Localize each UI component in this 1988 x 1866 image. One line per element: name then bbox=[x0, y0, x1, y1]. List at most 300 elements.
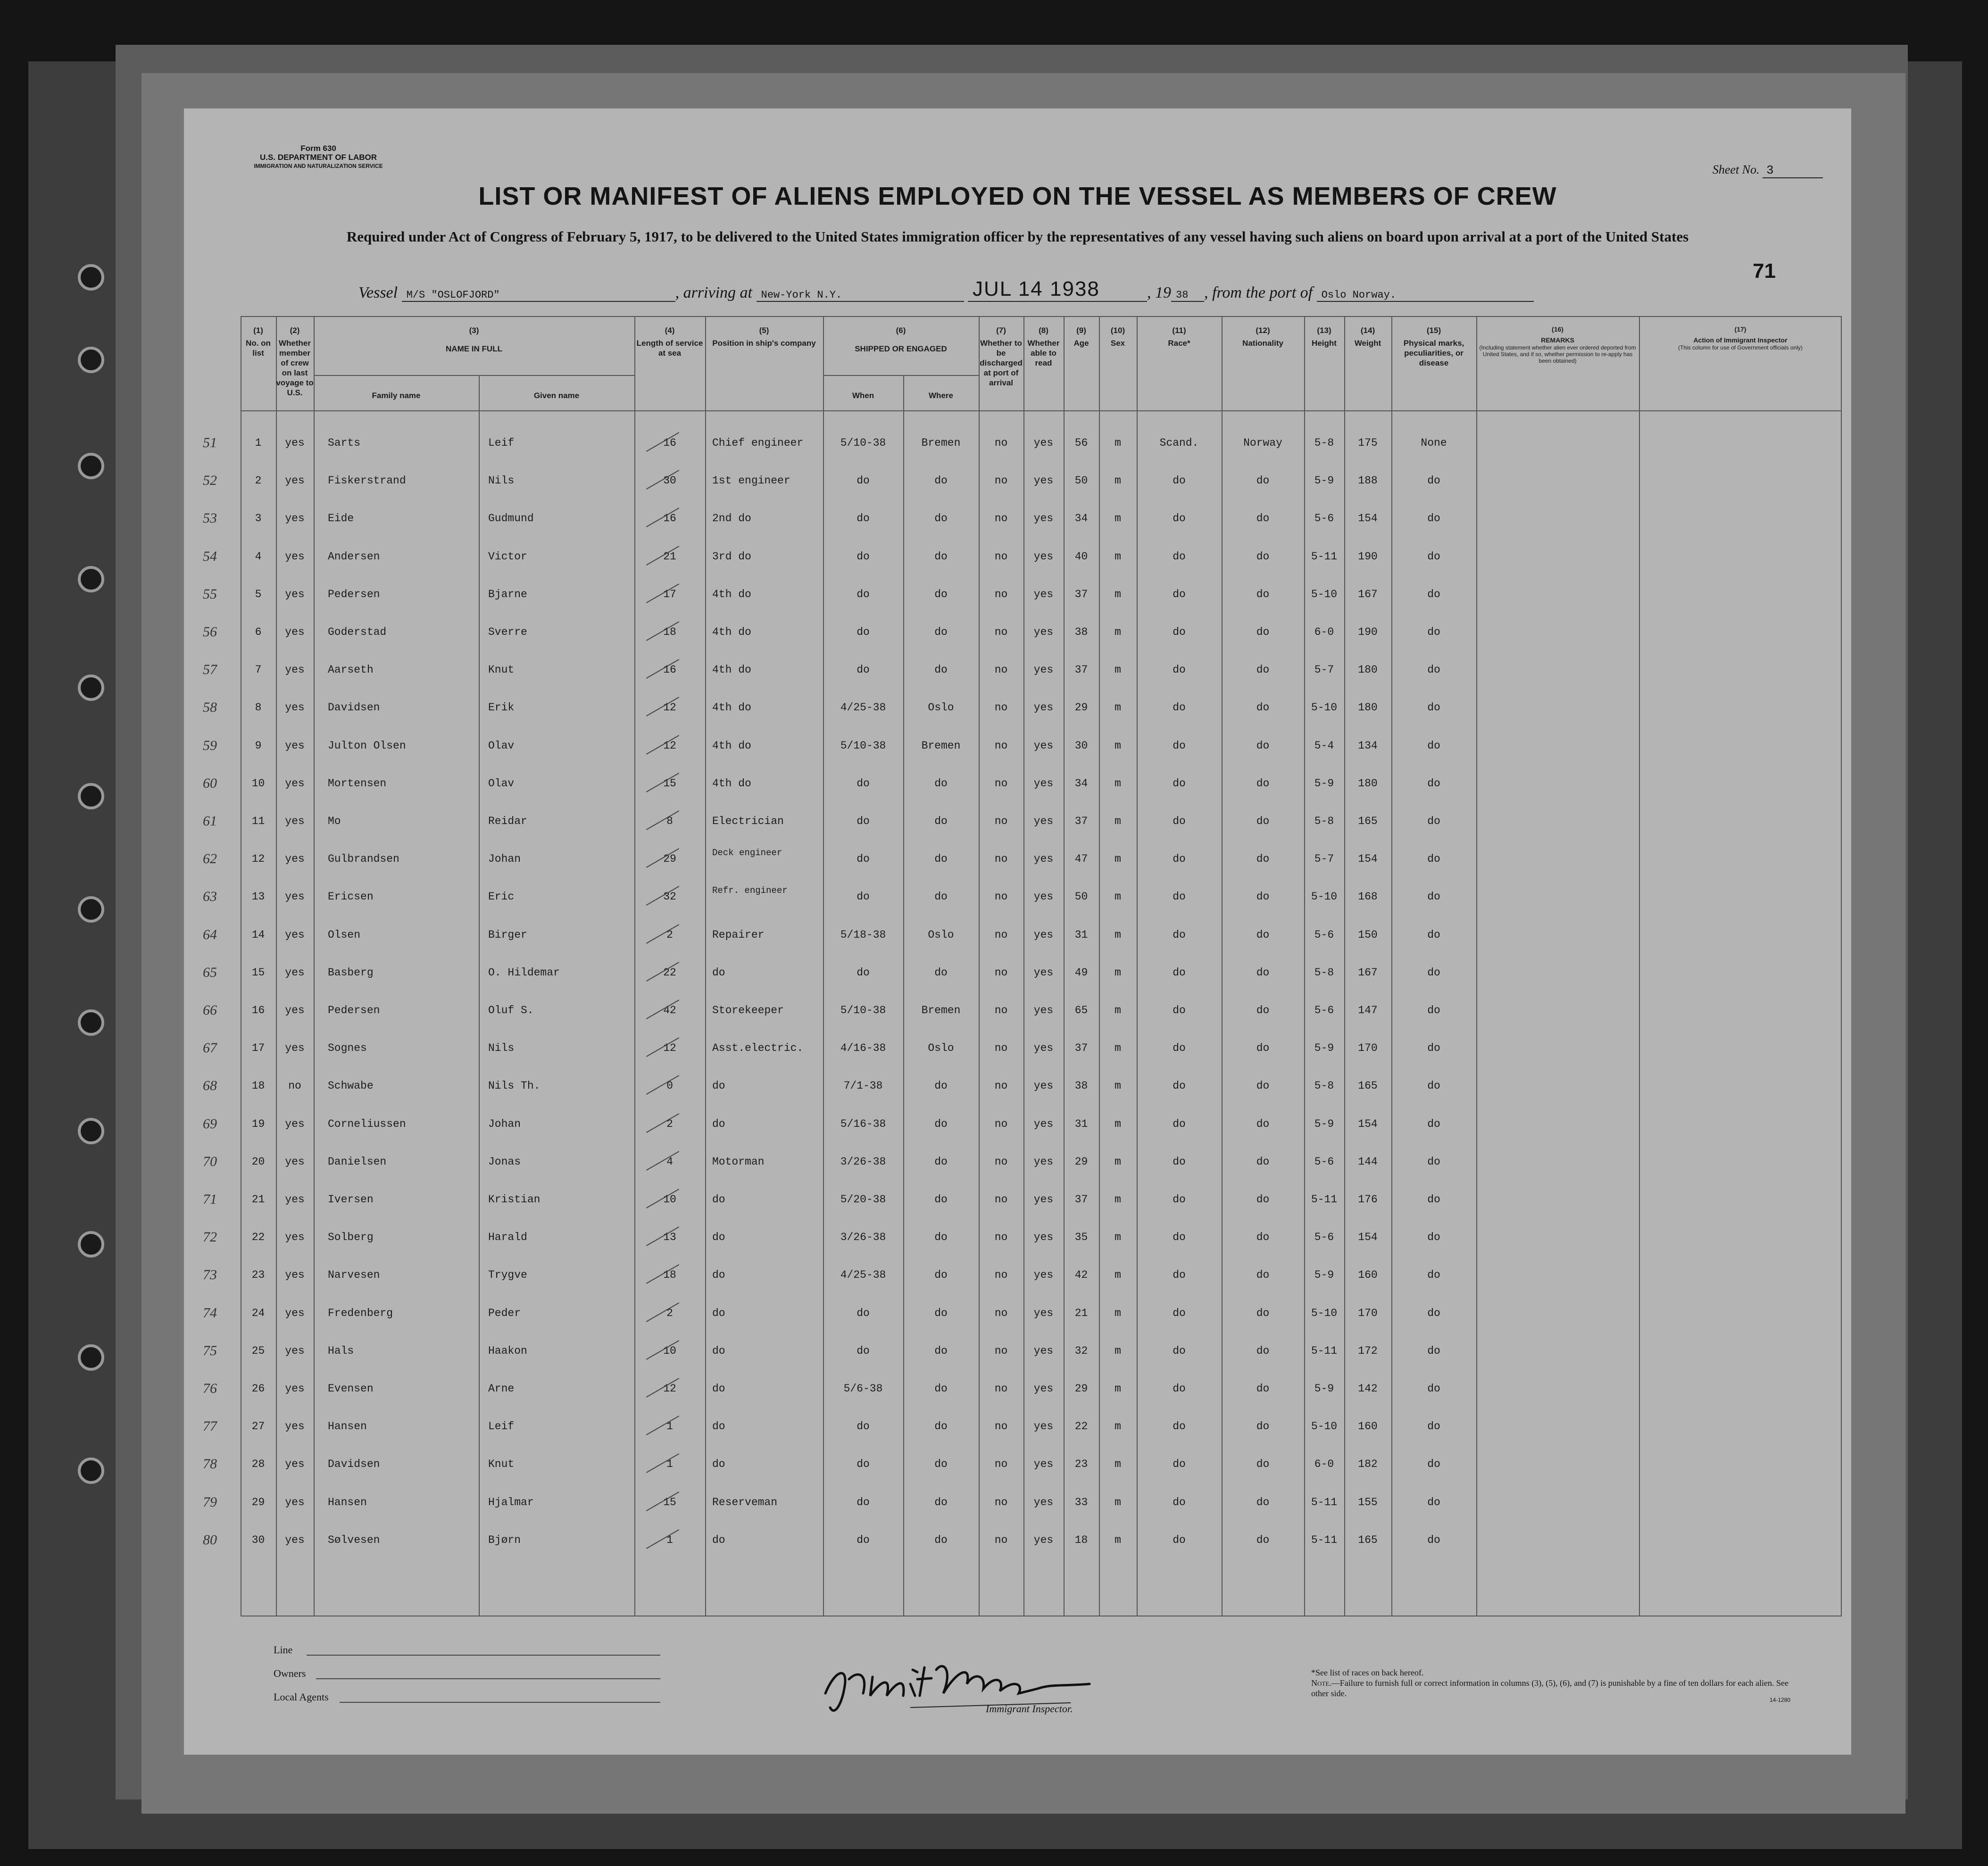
cell-last: yes bbox=[285, 1496, 305, 1508]
cell-given: Johan bbox=[488, 1117, 521, 1130]
cell-when: 5/10-38 bbox=[840, 1004, 886, 1016]
cell-no: 12 bbox=[251, 853, 265, 866]
cell-disch: no bbox=[994, 588, 1008, 600]
cell-height: 5-10 bbox=[1311, 588, 1338, 600]
cell-marks: do bbox=[1427, 1344, 1440, 1357]
cell-weight: 154 bbox=[1358, 512, 1378, 525]
agents-field bbox=[340, 1702, 660, 1703]
cell-nat: do bbox=[1256, 512, 1270, 525]
cell-disch: no bbox=[994, 815, 1008, 827]
cell-position: 1st engineer bbox=[712, 475, 790, 487]
margin-row-number: 56 bbox=[203, 624, 217, 640]
cell-weight: 154 bbox=[1358, 1231, 1378, 1244]
cell-where: do bbox=[934, 1117, 948, 1130]
cell-height: 5-8 bbox=[1314, 437, 1334, 449]
cell-service: 2 bbox=[666, 928, 673, 941]
cell-age: 23 bbox=[1074, 1458, 1088, 1471]
cell-age: 37 bbox=[1074, 1042, 1088, 1055]
cell-position: do bbox=[712, 1193, 725, 1206]
cell-race: do bbox=[1173, 1117, 1186, 1130]
cell-weight: 144 bbox=[1358, 1155, 1378, 1168]
date-stamp: JUL 14 1938 bbox=[968, 277, 1147, 302]
cell-age: 37 bbox=[1074, 664, 1088, 676]
column-label: Length of service at sea bbox=[636, 339, 703, 358]
column-label: Position in ship's company bbox=[712, 339, 816, 348]
cell-age: 29 bbox=[1074, 701, 1088, 714]
cell-no: 15 bbox=[251, 966, 265, 979]
cell-race: Scand. bbox=[1159, 437, 1199, 449]
cell-when: do bbox=[857, 1307, 870, 1319]
cell-marks: do bbox=[1427, 1307, 1440, 1319]
vessel-name: M/S "OSLOFJORD" bbox=[402, 289, 675, 302]
cell-read: yes bbox=[1033, 1383, 1054, 1395]
column-number: (16) bbox=[1552, 325, 1564, 333]
cell-weight: 176 bbox=[1358, 1193, 1378, 1206]
cell-read: yes bbox=[1033, 1496, 1054, 1508]
cell-marks: do bbox=[1427, 701, 1440, 714]
cell-sex: m bbox=[1115, 1533, 1121, 1546]
cell-when: do bbox=[857, 1458, 870, 1471]
margin-row-number: 58 bbox=[203, 700, 217, 716]
cell-marks: do bbox=[1427, 1155, 1440, 1168]
cell-when: 3/26-38 bbox=[840, 1155, 886, 1168]
margin-row-number: 62 bbox=[203, 851, 217, 867]
department: U.S. DEPARTMENT OF LABOR bbox=[259, 153, 377, 162]
cell-disch: no bbox=[994, 626, 1008, 638]
cell-service: 17 bbox=[663, 588, 676, 600]
cell-marks: None bbox=[1421, 437, 1447, 449]
binder-hole-icon bbox=[78, 1344, 104, 1371]
cell-given: Harald bbox=[488, 1231, 527, 1244]
cell-age: 65 bbox=[1074, 1004, 1088, 1016]
cell-race: do bbox=[1173, 1231, 1186, 1244]
cell-height: 5-10 bbox=[1311, 1420, 1338, 1433]
margin-row-number: 78 bbox=[203, 1456, 217, 1472]
cell-race: do bbox=[1173, 664, 1186, 676]
cell-nat: do bbox=[1256, 1193, 1270, 1206]
cell-sex: m bbox=[1115, 1496, 1121, 1508]
cell-read: yes bbox=[1033, 475, 1054, 487]
cell-height: 5-10 bbox=[1311, 701, 1338, 714]
cell-position: Motorman bbox=[712, 1155, 765, 1168]
cell-family: Gulbrandsen bbox=[328, 853, 399, 866]
cell-no: 16 bbox=[251, 1004, 265, 1016]
cell-service: 15 bbox=[663, 1496, 676, 1508]
cell-height: 5-9 bbox=[1314, 1269, 1334, 1282]
cell-where: do bbox=[934, 475, 948, 487]
column-header-4 bbox=[634, 325, 705, 358]
cell-marks: do bbox=[1427, 1458, 1440, 1471]
cell-no: 30 bbox=[251, 1533, 265, 1546]
cell-last: yes bbox=[285, 1344, 305, 1357]
column-number: (7) bbox=[996, 326, 1006, 335]
cell-service: 22 bbox=[663, 966, 676, 979]
cell-last: yes bbox=[285, 1383, 305, 1395]
cell-no: 14 bbox=[251, 928, 265, 941]
header-bottom-border bbox=[241, 410, 1842, 411]
cell-given: Olav bbox=[488, 777, 515, 790]
cell-service: 16 bbox=[663, 512, 676, 525]
cell-position: 4th do bbox=[712, 701, 751, 714]
cell-family: Eide bbox=[328, 512, 354, 525]
margin-row-number: 76 bbox=[203, 1381, 217, 1396]
cell-service: 13 bbox=[663, 1231, 676, 1244]
cell-where: Oslo bbox=[928, 701, 954, 714]
cell-age: 37 bbox=[1074, 588, 1088, 600]
cell-weight: 172 bbox=[1358, 1344, 1378, 1357]
cell-race: do bbox=[1173, 853, 1186, 866]
cell-when: do bbox=[857, 1420, 870, 1433]
cell-sex: m bbox=[1115, 1117, 1121, 1130]
cell-where: do bbox=[934, 588, 948, 600]
cell-when: do bbox=[857, 475, 870, 487]
cell-height: 5-6 bbox=[1314, 1155, 1334, 1168]
cell-marks: do bbox=[1427, 777, 1440, 790]
column-number: (12) bbox=[1256, 326, 1270, 335]
from-label: , from the port of bbox=[1204, 284, 1313, 301]
cell-disch: no bbox=[994, 664, 1008, 676]
column-label: Physical marks, peculiarities, or disease bbox=[1403, 339, 1464, 367]
cell-marks: do bbox=[1427, 626, 1440, 638]
cell-race: do bbox=[1173, 1533, 1186, 1546]
cell-disch: no bbox=[994, 1533, 1008, 1546]
cell-race: do bbox=[1173, 550, 1186, 563]
cell-disch: no bbox=[994, 1383, 1008, 1395]
cell-marks: do bbox=[1427, 1533, 1440, 1546]
cell-last: yes bbox=[285, 701, 305, 714]
cell-position: 4th do bbox=[712, 626, 751, 638]
cell-age: 31 bbox=[1074, 928, 1088, 941]
column-number: (9) bbox=[1076, 326, 1086, 335]
cell-race: do bbox=[1173, 1307, 1186, 1319]
cell-disch: no bbox=[994, 1458, 1008, 1471]
cell-race: do bbox=[1173, 1080, 1186, 1092]
cell-service: 1 bbox=[666, 1420, 673, 1433]
cell-given: Nils bbox=[488, 1042, 515, 1055]
cell-age: 37 bbox=[1074, 815, 1088, 827]
cell-read: yes bbox=[1033, 664, 1054, 676]
sheet-number-value: 3 bbox=[1763, 163, 1823, 178]
cell-disch: no bbox=[994, 701, 1008, 714]
cell-where: do bbox=[934, 777, 948, 790]
cell-disch: no bbox=[994, 1269, 1008, 1282]
cell-age: 56 bbox=[1074, 437, 1088, 449]
cell-when: do bbox=[857, 853, 870, 866]
cell-disch: no bbox=[994, 1004, 1008, 1016]
cell-race: do bbox=[1173, 777, 1186, 790]
column-header-16 bbox=[1476, 325, 1639, 364]
cell-read: yes bbox=[1033, 512, 1054, 525]
cell-position: do bbox=[712, 1117, 725, 1130]
race-note: *See list of races on back hereof. bbox=[1311, 1668, 1424, 1677]
cell-read: yes bbox=[1033, 966, 1054, 979]
cell-age: 22 bbox=[1074, 1420, 1088, 1433]
cell-age: 31 bbox=[1074, 1117, 1088, 1130]
cell-race: do bbox=[1173, 1383, 1186, 1395]
column-header-13 bbox=[1304, 325, 1344, 348]
cell-disch: no bbox=[994, 1344, 1008, 1357]
cell-last: yes bbox=[285, 928, 305, 941]
cell-race: do bbox=[1173, 1155, 1186, 1168]
cell-race: do bbox=[1173, 1042, 1186, 1055]
cell-where: do bbox=[934, 815, 948, 827]
cell-weight: 160 bbox=[1358, 1420, 1378, 1433]
cell-family: Mortensen bbox=[328, 777, 387, 790]
cell-marks: do bbox=[1427, 1004, 1440, 1016]
cell-position: 4th do bbox=[712, 739, 751, 752]
cell-sex: m bbox=[1115, 701, 1121, 714]
cell-weight: 165 bbox=[1358, 1080, 1378, 1092]
cell-sex: m bbox=[1115, 777, 1121, 790]
cell-sex: m bbox=[1115, 853, 1121, 866]
cell-last: yes bbox=[285, 853, 305, 866]
column-number: (17) bbox=[1734, 325, 1747, 333]
cell-when: 5/10-38 bbox=[840, 739, 886, 752]
cell-marks: do bbox=[1427, 1042, 1440, 1055]
cell-read: yes bbox=[1033, 1458, 1054, 1471]
cell-where: do bbox=[934, 550, 948, 563]
cell-height: 5-10 bbox=[1311, 891, 1338, 903]
binder-hole-icon bbox=[78, 453, 104, 479]
cell-given: Victor bbox=[488, 550, 527, 563]
cell-age: 34 bbox=[1074, 512, 1088, 525]
cell-nat: do bbox=[1256, 1420, 1270, 1433]
cell-family: Pedersen bbox=[328, 588, 380, 600]
cell-family: Sarts bbox=[328, 437, 361, 449]
cell-where: do bbox=[934, 1080, 948, 1092]
column-header-12 bbox=[1222, 325, 1304, 348]
column-number: (15) bbox=[1426, 326, 1441, 335]
cell-position: do bbox=[712, 966, 725, 979]
cell-marks: do bbox=[1427, 891, 1440, 903]
cell-sex: m bbox=[1115, 1307, 1121, 1319]
cell-where: do bbox=[934, 1193, 948, 1206]
cell-given: Kristian bbox=[488, 1193, 541, 1206]
cell-disch: no bbox=[994, 437, 1008, 449]
cell-when: do bbox=[857, 1344, 870, 1357]
margin-row-number: 57 bbox=[203, 662, 217, 678]
cell-disch: no bbox=[994, 1080, 1008, 1092]
cell-position: 4th do bbox=[712, 664, 751, 676]
cell-nat: do bbox=[1256, 664, 1270, 676]
cell-when: do bbox=[857, 512, 870, 525]
cell-nat: do bbox=[1256, 1080, 1270, 1092]
sheet-number-label: Sheet No. bbox=[1712, 163, 1760, 176]
cell-position: Chief engineer bbox=[712, 437, 804, 449]
cell-no: 6 bbox=[255, 626, 262, 638]
cell-nat: do bbox=[1256, 701, 1270, 714]
cell-no: 10 bbox=[251, 777, 265, 790]
cell-service: 2 bbox=[666, 1307, 673, 1319]
cell-age: 34 bbox=[1074, 777, 1088, 790]
cell-age: 42 bbox=[1074, 1269, 1088, 1282]
cell-sex: m bbox=[1115, 1004, 1121, 1016]
cell-position: do bbox=[712, 1269, 725, 1282]
form-header-block bbox=[248, 144, 389, 171]
cell-when: 5/10-38 bbox=[840, 437, 886, 449]
binder-hole-icon bbox=[78, 264, 104, 291]
cell-read: yes bbox=[1033, 853, 1054, 866]
cell-read: yes bbox=[1033, 1042, 1054, 1055]
cell-when: 7/1-38 bbox=[843, 1080, 883, 1092]
cell-height: 5-6 bbox=[1314, 512, 1334, 525]
cell-last: no bbox=[288, 1080, 301, 1092]
binder-hole-icon bbox=[78, 783, 104, 809]
margin-row-number: 68 bbox=[203, 1078, 217, 1094]
cell-weight: 180 bbox=[1358, 777, 1378, 790]
column-label: Age bbox=[1073, 339, 1089, 348]
cell-no: 9 bbox=[255, 739, 262, 752]
cell-sex: m bbox=[1115, 815, 1121, 827]
owners-field bbox=[316, 1678, 660, 1679]
cell-race: do bbox=[1173, 1269, 1186, 1282]
column-label: Whether member of crew on last voyage to U.S. bbox=[276, 339, 314, 397]
cell-weight: 134 bbox=[1358, 739, 1378, 752]
cell-nat: do bbox=[1256, 1533, 1270, 1546]
cell-sex: m bbox=[1115, 1231, 1121, 1244]
cell-height: 5-7 bbox=[1314, 664, 1334, 676]
column-header-6 bbox=[823, 325, 979, 354]
cell-nat: do bbox=[1256, 550, 1270, 563]
margin-row-number: 55 bbox=[203, 586, 217, 602]
cell-where: Oslo bbox=[928, 1042, 954, 1055]
cell-no: 5 bbox=[255, 588, 262, 600]
cell-last: yes bbox=[285, 1193, 305, 1206]
cell-family: Evensen bbox=[328, 1383, 374, 1395]
column-label: Action of Immigrant Inspector bbox=[1693, 336, 1788, 344]
cell-last: yes bbox=[285, 475, 305, 487]
cell-where: do bbox=[934, 1155, 948, 1168]
cell-when: 5/20-38 bbox=[840, 1193, 886, 1206]
cell-age: 29 bbox=[1074, 1155, 1088, 1168]
cell-marks: do bbox=[1427, 966, 1440, 979]
cell-height: 5-9 bbox=[1314, 1042, 1334, 1055]
cell-age: 33 bbox=[1074, 1496, 1088, 1508]
cell-no: 18 bbox=[251, 1080, 265, 1092]
cell-weight: 170 bbox=[1358, 1042, 1378, 1055]
column-divider bbox=[1476, 316, 1477, 1616]
cell-weight: 142 bbox=[1358, 1383, 1378, 1395]
cell-position: Asst.electric. bbox=[712, 1042, 804, 1055]
cell-no: 17 bbox=[251, 1042, 265, 1055]
cell-disch: no bbox=[994, 512, 1008, 525]
cell-last: yes bbox=[285, 512, 305, 525]
cell-when: do bbox=[857, 815, 870, 827]
column-divider bbox=[1841, 316, 1842, 1616]
cell-height: 5-11 bbox=[1311, 550, 1338, 563]
cell-nat: do bbox=[1256, 966, 1270, 979]
cell-last: yes bbox=[285, 1042, 305, 1055]
page-subtitle: Required under Act of Congress of February 5, 1917, to be delivered to the United States immigration officer by the representatives of any vessel having such aliens on board upon arrival at a port of the United States bbox=[346, 228, 1689, 245]
cell-no: 29 bbox=[251, 1496, 265, 1508]
cell-given: Oluf S. bbox=[488, 1004, 534, 1016]
cell-nat: do bbox=[1256, 1004, 1270, 1016]
column-subheader-family-name: Family name bbox=[372, 391, 421, 400]
cell-sex: m bbox=[1115, 626, 1121, 638]
cell-service: 10 bbox=[663, 1344, 676, 1357]
cell-read: yes bbox=[1033, 1004, 1054, 1016]
cell-read: yes bbox=[1033, 1231, 1054, 1244]
cell-age: 50 bbox=[1074, 475, 1088, 487]
cell-last: yes bbox=[285, 1420, 305, 1433]
cell-when: 4/25-38 bbox=[840, 1269, 886, 1282]
cell-where: do bbox=[934, 664, 948, 676]
cell-weight: 154 bbox=[1358, 1117, 1378, 1130]
cell-nat: do bbox=[1256, 1496, 1270, 1508]
cell-given: Haakon bbox=[488, 1344, 527, 1357]
cell-weight: 165 bbox=[1358, 815, 1378, 827]
cell-given: Bjarne bbox=[488, 588, 527, 600]
year-prefix: , 19 bbox=[1147, 284, 1171, 301]
cell-where: do bbox=[934, 1307, 948, 1319]
cell-sex: m bbox=[1115, 550, 1121, 563]
inspector-label: Immigrant Inspector. bbox=[986, 1703, 1073, 1715]
cell-disch: no bbox=[994, 1193, 1008, 1206]
cell-age: 49 bbox=[1074, 966, 1088, 979]
binder-hole-icon bbox=[78, 1458, 104, 1484]
cell-service: 18 bbox=[663, 626, 676, 638]
cell-disch: no bbox=[994, 853, 1008, 866]
cell-given: Hjalmar bbox=[488, 1496, 534, 1508]
form-number: Form 630 bbox=[300, 144, 336, 153]
cell-disch: no bbox=[994, 475, 1008, 487]
cell-read: yes bbox=[1033, 1307, 1054, 1319]
cell-weight: 182 bbox=[1358, 1458, 1378, 1471]
cell-given: Birger bbox=[488, 928, 527, 941]
cell-family: Narvesen bbox=[328, 1269, 380, 1282]
cell-service: 0 bbox=[666, 1080, 673, 1092]
margin-row-number: 59 bbox=[203, 737, 217, 753]
cell-nat: do bbox=[1256, 1231, 1270, 1244]
cell-height: 6-0 bbox=[1314, 1458, 1334, 1471]
column-header-1 bbox=[241, 325, 276, 358]
cell-service: 12 bbox=[663, 739, 676, 752]
cell-no: 7 bbox=[255, 664, 262, 676]
cell-no: 4 bbox=[255, 550, 262, 563]
cell-last: yes bbox=[285, 1533, 305, 1546]
cell-weight: 160 bbox=[1358, 1269, 1378, 1282]
cell-weight: 175 bbox=[1358, 437, 1378, 449]
cell-height: 5-9 bbox=[1314, 1117, 1334, 1130]
line-label: Line bbox=[274, 1644, 293, 1656]
cell-when: do bbox=[857, 966, 870, 979]
cell-nat: do bbox=[1256, 853, 1270, 866]
cell-family: Sølvesen bbox=[328, 1533, 380, 1546]
cell-nat: do bbox=[1256, 1269, 1270, 1282]
cell-family: Fredenberg bbox=[328, 1307, 393, 1319]
cell-service: 1 bbox=[666, 1533, 673, 1546]
cell-age: 32 bbox=[1074, 1344, 1088, 1357]
margin-row-number: 67 bbox=[203, 1040, 217, 1056]
cell-last: yes bbox=[285, 966, 305, 979]
cell-read: yes bbox=[1033, 1533, 1054, 1546]
cell-marks: do bbox=[1427, 1193, 1440, 1206]
cell-given: Eric bbox=[488, 891, 515, 903]
cell-read: yes bbox=[1033, 588, 1054, 600]
cell-position: Electrician bbox=[712, 815, 784, 827]
column-divider bbox=[1639, 316, 1640, 1616]
column-number: (10) bbox=[1110, 326, 1125, 335]
cell-nat: Norway bbox=[1243, 437, 1282, 449]
note-text: —Failure to furnish full or correct information in columns (3), (5), (6), and (7) is punishable by a fine of ten dollars for each alien. See other side. bbox=[1311, 1678, 1788, 1698]
year: 38 bbox=[1171, 289, 1204, 302]
margin-row-number: 77 bbox=[203, 1418, 217, 1434]
cell-disch: no bbox=[994, 1231, 1008, 1244]
cell-nat: do bbox=[1256, 588, 1270, 600]
margin-row-number: 52 bbox=[203, 473, 217, 489]
column-header-8 bbox=[1023, 325, 1064, 368]
cell-no: 22 bbox=[251, 1231, 265, 1244]
